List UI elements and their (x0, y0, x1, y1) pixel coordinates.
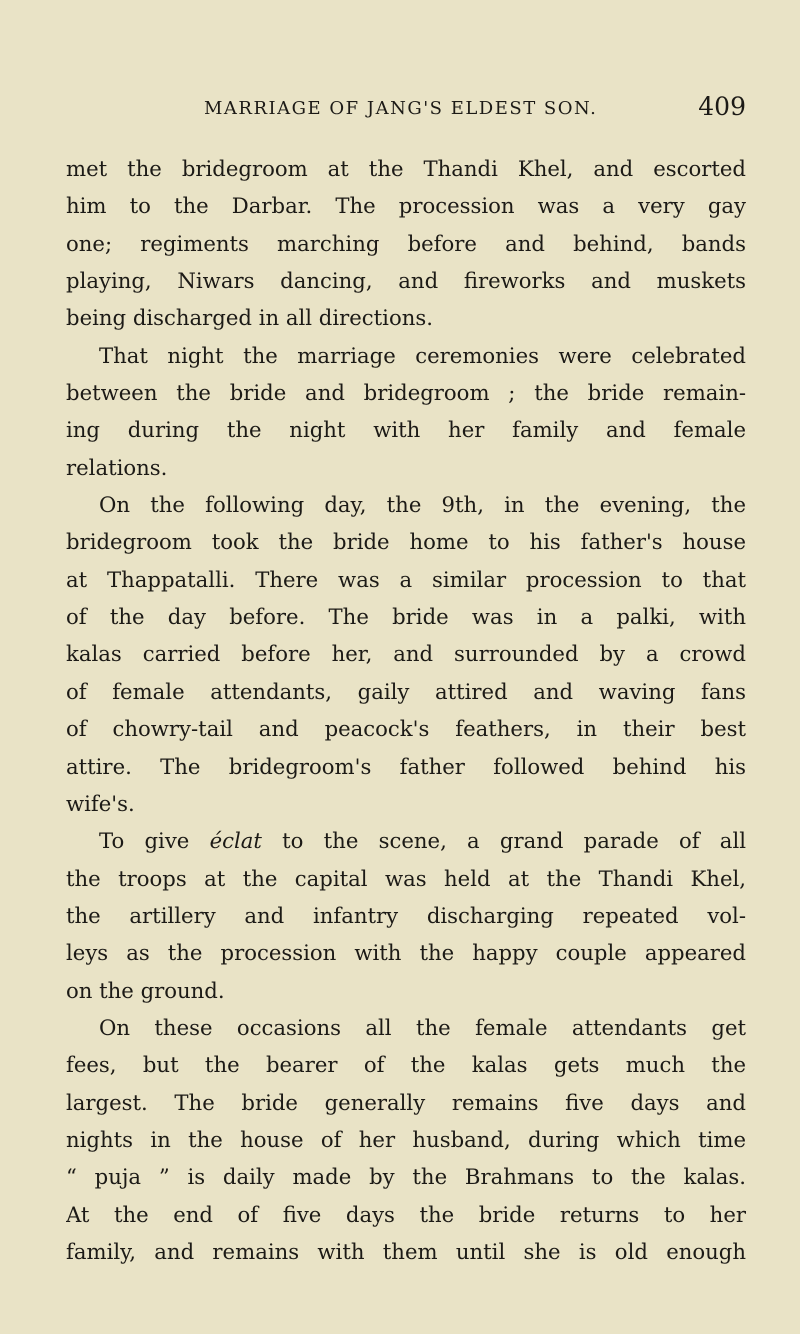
text-line: one; regiments marching before and behind, bands (66, 230, 746, 256)
text-line: bridegroom took the bride home to his father's house (66, 529, 746, 555)
text-line: On the following day, the 9th, in the evening, the (99, 492, 746, 518)
page-number: 409 (698, 92, 746, 121)
text-fragment: to the scene, a grand parade of all (282, 828, 746, 854)
text-line: kalas carried before her, and surrounded by a crowd (66, 641, 746, 667)
text-line: him to the Darbar. The procession was a very gay (66, 193, 746, 219)
text-line: met the bridegroom at the Thandi Khel, and escorted (66, 156, 746, 181)
text-line: On these occasions all the female attendants get (99, 1014, 746, 1040)
text-line: of female attendants, gaily attired and waving fans (66, 678, 746, 704)
running-title: MARRIAGE OF JANG'S ELDEST SON. (204, 98, 598, 119)
text-line: leys as the procession with the happy couple appeared (66, 940, 746, 966)
text-line: relations. (66, 454, 168, 480)
text-line: That night the marriage ceremonies were celebrated (99, 342, 746, 368)
text-line: being discharged in all directions. (66, 305, 433, 331)
text-line: at Thappatalli. There was a similar procession to that (66, 566, 746, 592)
text-line: “ puja ” is daily made by the Brahmans to the kalas. (66, 1164, 746, 1190)
text-line: family, and remains with them until she is old enough (66, 1238, 746, 1264)
text-line: ing during the night with her family and female (66, 417, 746, 443)
text-line: between the bride and bridegroom ; the bride remain- (66, 380, 746, 406)
body-text (66, 150, 746, 1270)
text-line: attire. The bridegroom's father followed behind his (66, 753, 746, 779)
text-line: playing, Niwars dancing, and fireworks and muskets (66, 268, 746, 294)
text-line: largest. The bride generally remains five days and (66, 1089, 746, 1115)
text-line: the artillery and infantry discharging repeated vol- (66, 902, 746, 928)
text-line: nights in the house of her husband, during which time (66, 1126, 746, 1152)
text-fragment: To give (99, 828, 190, 854)
text-line: of the day before. The bride was in a palki, with (66, 604, 746, 630)
running-head (66, 94, 746, 124)
text-line: fees, but the bearer of the kalas gets much the (66, 1052, 746, 1078)
text-line: on the ground. (66, 977, 225, 1003)
italic-word: éclat (209, 828, 262, 854)
text-line: At the end of five days the bride returns to her (66, 1201, 746, 1227)
text-line (66, 822, 746, 859)
text-line: the troops at the capital was held at the Thandi Khel, (66, 865, 746, 891)
text-line: wife's. (66, 790, 135, 816)
text-line: of chowry-tail and peacock's feathers, in their best (66, 716, 746, 742)
